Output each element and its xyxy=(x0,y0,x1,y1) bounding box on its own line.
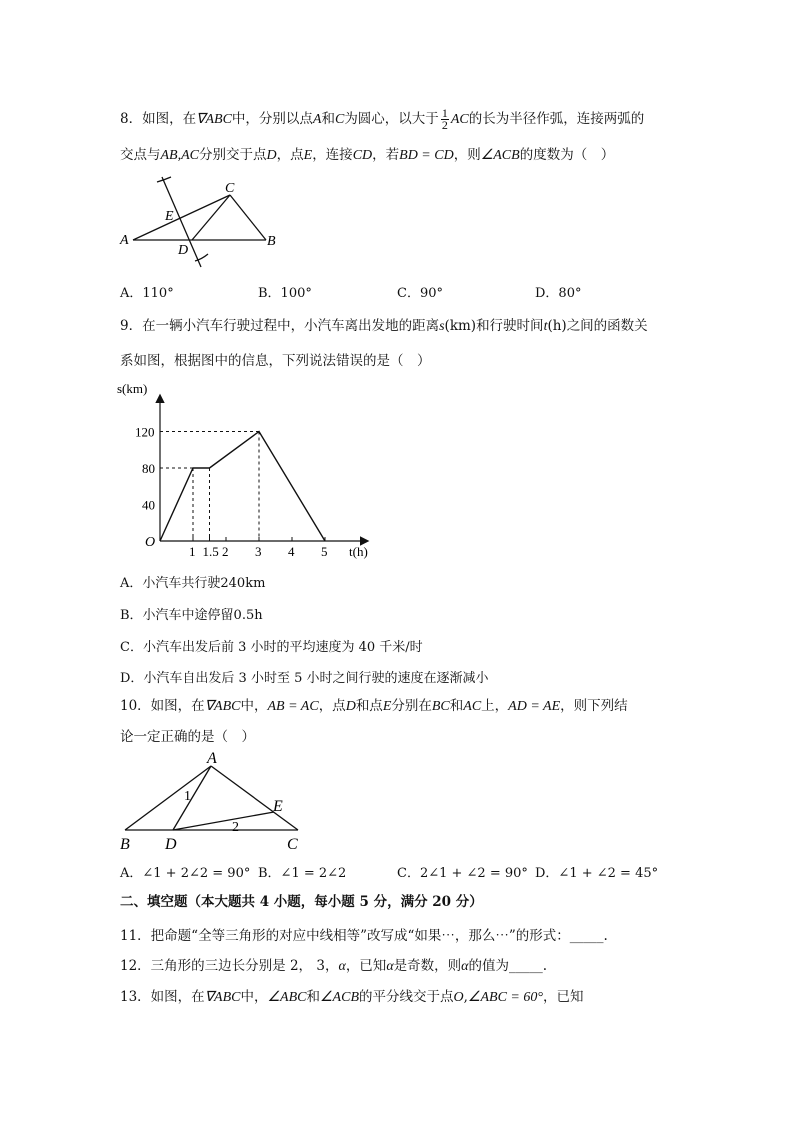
label-c: C xyxy=(225,181,235,196)
angle-2-label: 2 xyxy=(232,820,239,835)
x-tick-label-5: 5 xyxy=(321,544,328,559)
segment-ad xyxy=(173,766,211,830)
label-b: B xyxy=(267,234,276,249)
q8-figure xyxy=(115,170,295,270)
q10-option-c[interactable]: C．2∠1 + ∠2 = 90° xyxy=(397,866,528,881)
segment-cd xyxy=(192,195,230,240)
q10-line2: 论一定正确的是（ ） xyxy=(120,729,255,745)
q9-option-a[interactable]: A．小汽车共行驶240km xyxy=(120,576,266,591)
label-a: A xyxy=(120,233,129,248)
y-tick-label-0: 40 xyxy=(142,497,155,513)
q10-option-d[interactable]: D．∠1 + ∠2 = 45° xyxy=(535,866,659,881)
section-2-title: 二、填空题（本大题共 4 小题，每小题 5 分，满分 20 分） xyxy=(120,894,483,910)
q9-option-d[interactable]: D．小汽车自出发后 3 小时至 5 小时之间行驶的速度在逐渐减小 xyxy=(120,671,489,686)
q12-text: 12．三角形的三边长分别是 2， 3，α，已知α是奇数，则α的值为_____. xyxy=(120,958,548,974)
q9-option-b[interactable]: B．小汽车中途停留0.5h xyxy=(120,608,263,623)
y-axis-label: s(km) xyxy=(117,381,148,396)
label-c: C xyxy=(287,836,298,852)
origin-label: O xyxy=(145,535,156,550)
x-tick-label-4: 4 xyxy=(288,544,295,559)
q8-option-c[interactable]: C．90° xyxy=(397,286,443,301)
q8-option-d[interactable]: D．80° xyxy=(535,286,582,301)
label-d: D xyxy=(178,243,189,258)
y-tick-label-1: 80 xyxy=(142,461,155,476)
segment-cb xyxy=(230,195,266,240)
q10-line1: 10．如图，在∇ABC中，AB = AC，点D和点E分别在BC和AC上，AD = AE，则下列结 xyxy=(120,698,628,714)
label-d: D xyxy=(165,836,177,852)
x-tick-label-2: 2 xyxy=(222,544,229,559)
segment-ab xyxy=(125,766,211,830)
segment-ac xyxy=(133,195,230,240)
q8-line2: 交点与AB,AC分别交于点D，点E，连接CD，若BD = CD，则∠ACB的度数为（ ） xyxy=(120,147,615,163)
angle-1-label: 1 xyxy=(184,789,191,804)
q9-chart xyxy=(115,378,390,563)
q8-line1: 8．如图，在∇ABC中，分别以点A和C为圆心，以大于 $\frac{1}{2}$ AC的长为半径作弧，连接两弧的 xyxy=(120,106,645,132)
q11-text: 11．把命题“全等三角形的对应中线相等”改写成“如果⋯，那么⋯”的形式：_____. xyxy=(120,928,608,944)
q13-text: 13．如图，在∇ABC中，∠ABC和∠ACB的平分线交于点O,∠ABC = 60°，已知 xyxy=(120,989,584,1005)
q8-option-b[interactable]: B．100° xyxy=(258,286,312,301)
q10-option-a[interactable]: A．∠1 + 2∠2 = 90° xyxy=(120,866,251,881)
q9-line2: 系如图，根据图中的信息，下列说法错误的是（ ） xyxy=(120,353,431,369)
label-a: A xyxy=(207,752,217,767)
label-e: E xyxy=(165,209,174,224)
x-tick-label-1: 1.5 xyxy=(202,544,219,559)
label-b: B xyxy=(120,836,130,852)
q8-option-a[interactable]: A．110° xyxy=(120,286,174,301)
label-e: E xyxy=(273,798,283,815)
series-line xyxy=(160,432,325,542)
x-tick-label-3: 3 xyxy=(255,544,262,559)
q9-option-c[interactable]: C．小汽车出发后前 3 小时的平均速度为 40 千米/时 xyxy=(120,640,423,655)
x-tick-label-0: 1 xyxy=(189,544,196,559)
q9-line1: 9．在一辆小汽车行驶过程中，小汽车离出发地的距离s(km)和行驶时间t(h)之间的函数关 xyxy=(120,318,648,334)
y-tick-label-2: 120 xyxy=(135,424,155,440)
segment-de xyxy=(173,812,274,830)
q10-figure xyxy=(115,752,315,852)
q10-option-b[interactable]: B．∠1 = 2∠2 xyxy=(258,866,347,881)
x-axis-label: t(h) xyxy=(349,544,368,559)
fraction-one-half: $\frac{1}{2}$ xyxy=(441,106,448,132)
